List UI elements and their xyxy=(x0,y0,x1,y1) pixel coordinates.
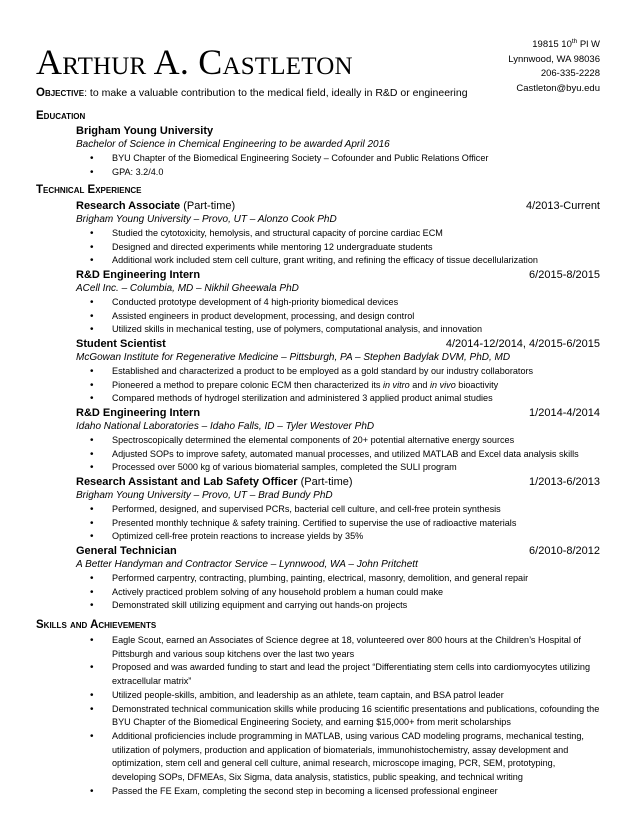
list-item: • Adjusted SOPs to improve safety, automated manual processes, and utilized MATLAB and Excel data analysis skills xyxy=(76,448,600,462)
job-bullets xyxy=(76,365,600,406)
job-header xyxy=(76,544,600,558)
job-title-text: Research Associate xyxy=(76,200,181,212)
school-name: Brigham Young University xyxy=(76,125,214,137)
job-organization: McGowan Institute for Regenerative Medicine – Pittsburgh, PA – Stephen Badylak DVM, PhD, MD xyxy=(76,352,511,363)
list-item: • Performed, designed, and supervised PCRs, bacterial cell culture, and cell-free protein synthesis xyxy=(76,503,600,517)
job-title xyxy=(76,475,353,489)
education-bullets xyxy=(76,152,600,179)
list-item: • Utilized skills in mechanical testing, use of polymers, computational analysis, and innovation xyxy=(76,323,600,337)
job-entry xyxy=(76,268,600,337)
email-address: Castleton@byu.edu xyxy=(516,82,600,94)
job-header xyxy=(76,337,600,351)
job-bullets xyxy=(76,434,600,475)
job-title-text: Research Assistant and Lab Safety Officer xyxy=(76,476,298,488)
job-dates: 6/2015-8/2015 xyxy=(529,269,600,281)
job-entry xyxy=(76,475,600,544)
section-title-education: Education xyxy=(36,110,86,122)
list-item: • Eagle Scout, earned an Associates of Science degree at 18, volunteered over 800 hours at the Children’s Hospital of Pittsburgh and various soup kitchens over the last two years xyxy=(76,634,600,661)
job-organization: Brigham Young University – Provo, UT – Alonzo Cook PhD xyxy=(76,214,337,225)
job-title: R&D Engineering Intern xyxy=(76,407,201,419)
job-organization: A Better Handyman and Contractor Service – Lynnwood, WA – John Pritchett xyxy=(76,559,418,570)
list-item: • Assisted engineers in product development, processing, and design control xyxy=(76,310,600,324)
section-title-skills: Skills and Achievements xyxy=(36,619,157,631)
address-ordinal-suffix: th xyxy=(571,37,578,45)
bullet-emphasis: in vivo xyxy=(429,379,456,390)
list-item: • Compared methods of hydrogel sterilization and administered 3 applied product animal studies xyxy=(76,392,600,406)
job-organization: Brigham Young University – Provo, UT – Brad Bundy PhD xyxy=(76,490,333,501)
job-organization: ACell Inc. – Columbia, MD – Nikhil Gheewala PhD xyxy=(76,283,299,294)
bullet-text: and xyxy=(409,379,430,390)
job-title xyxy=(76,199,235,213)
list-item: • Optimized cell-free protein reactions to increase yields by 35% xyxy=(76,530,600,544)
candidate-name: Arthur A. Castleton xyxy=(36,42,353,82)
job-header xyxy=(76,475,600,489)
job-title: R&D Engineering Intern xyxy=(76,269,201,281)
job-dates: 1/2013-6/2013 xyxy=(529,476,600,488)
address-line-2: Lynnwood, WA 98036 xyxy=(508,53,600,65)
list-item: • Additional proficiencies include programming in MATLAB, using various CAD modeling programs, mechanical testing, utilization of polymers, production and application of biomaterials, immunohistochemistry, assay development and optimization, stem cell and general cell culture, animal research, microscope imaging, PCR, SEM, prototyping, developing SOPs, DFMEAs, Six Sigma, data analysis, statistics, public speaking, and technical writing xyxy=(76,730,600,785)
list-item: • Studied the cytotoxicity, hemolysis, and structural capacity of porcine cardiac ECM xyxy=(76,227,600,241)
job-header xyxy=(76,199,600,213)
job-entry xyxy=(76,337,600,406)
bullet-text: Pioneered a method to prepare colonic ECM then characterized its xyxy=(112,379,383,390)
skills-bullets xyxy=(76,634,600,798)
list-item xyxy=(76,379,600,393)
list-item: • GPA: 3.2/4.0 xyxy=(76,166,600,180)
job-dates: 6/2010-8/2012 xyxy=(529,545,600,557)
job-bullets xyxy=(76,572,600,613)
degree-line: Bachelor of Science in Chemical Engineering to be awarded April 2016 xyxy=(76,139,390,150)
list-item: • Established and characterized a product to be employed as a gold standard by our industry collaborators xyxy=(76,365,600,379)
job-qualifier: (Part-time) xyxy=(297,476,353,488)
contact-block xyxy=(508,38,600,96)
list-item: • Demonstrated technical communication skills while producing 16 scientific presentations and publications, cofounding the BYU Chapter of the Biomedical Engineering Society, and earning $15,000+ from merit scholarships xyxy=(76,703,600,730)
objective-text: : to make a valuable contribution to the medical field, ideally in R&D or engineering xyxy=(84,87,468,99)
list-item: • Designed and directed experiments while mentoring 12 undergraduate students xyxy=(76,241,600,255)
education-school-line xyxy=(76,124,600,138)
list-item: • Passed the FE Exam, completing the second step in becoming a licensed professional engineer xyxy=(76,785,600,799)
objective-line xyxy=(36,86,468,100)
list-item: • Utilized people-skills, ambition, and leadership as an athlete, team captain, and BSA patrol leader xyxy=(76,689,600,703)
job-dates: 4/2013-Current xyxy=(526,200,600,212)
list-item: • Processed over 5000 kg of various biomaterial samples, completed the SULI program xyxy=(76,461,600,475)
job-bullets xyxy=(76,296,600,337)
list-item: • Demonstrated skill utilizing equipment and carrying out hands-on projects xyxy=(76,599,600,613)
objective-label: Objective xyxy=(36,87,85,99)
list-item: • Additional work included stem cell culture, grant writing, and refining the efficacy of tissue decellularization xyxy=(76,254,600,268)
job-bullets xyxy=(76,503,600,544)
address-number: 19815 10 xyxy=(532,39,572,50)
list-item: • BYU Chapter of the Biomedical Engineering Society – Cofounder and Public Relations Officer xyxy=(76,152,600,166)
list-item: • Spectroscopically determined the elemental components of 20+ potential alternative energy sources xyxy=(76,434,600,448)
job-title: Student Scientist xyxy=(76,338,166,350)
job-qualifier: (Part-time) xyxy=(180,200,236,212)
skills-block xyxy=(76,634,600,798)
list-item: • Presented monthly technique & safety training. Certified to supervise the use of radioactive materials xyxy=(76,517,600,531)
list-item: • Conducted prototype development of 4 high-priority biomedical devices xyxy=(76,296,600,310)
job-entry xyxy=(76,544,600,613)
section-title-experience: Technical Experience xyxy=(36,184,142,196)
phone-number: 206-335-2228 xyxy=(540,68,600,79)
job-bullets xyxy=(76,227,600,268)
job-entry xyxy=(76,406,600,475)
list-item: • Actively practiced problem solving of any household problem a human could make xyxy=(76,586,600,600)
job-header xyxy=(76,406,600,420)
job-title: General Technician xyxy=(76,545,177,557)
job-dates: 1/2014-4/2014 xyxy=(529,407,600,419)
bullet-text: bioactivity xyxy=(455,379,499,390)
address-street: Pl W xyxy=(577,39,600,50)
address-line-1 xyxy=(508,38,600,53)
education-block xyxy=(76,124,600,179)
job-dates: 4/2014-12/2014, 4/2015-6/2015 xyxy=(445,338,600,350)
job-organization: Idaho National Laboratories – Idaho Falls, ID – Tyler Westover PhD xyxy=(76,421,375,432)
list-item: • Performed carpentry, contracting, plumbing, painting, electrical, masonry, demolition, and general repair xyxy=(76,572,600,586)
list-item: • Proposed and was awarded funding to start and lead the project “Differentiating stem cells into cardiomyocytes utilizing extracellular matrix” xyxy=(76,661,600,688)
job-entry xyxy=(76,199,600,268)
job-header xyxy=(76,268,600,282)
bullet-emphasis: in vitro xyxy=(382,379,410,390)
